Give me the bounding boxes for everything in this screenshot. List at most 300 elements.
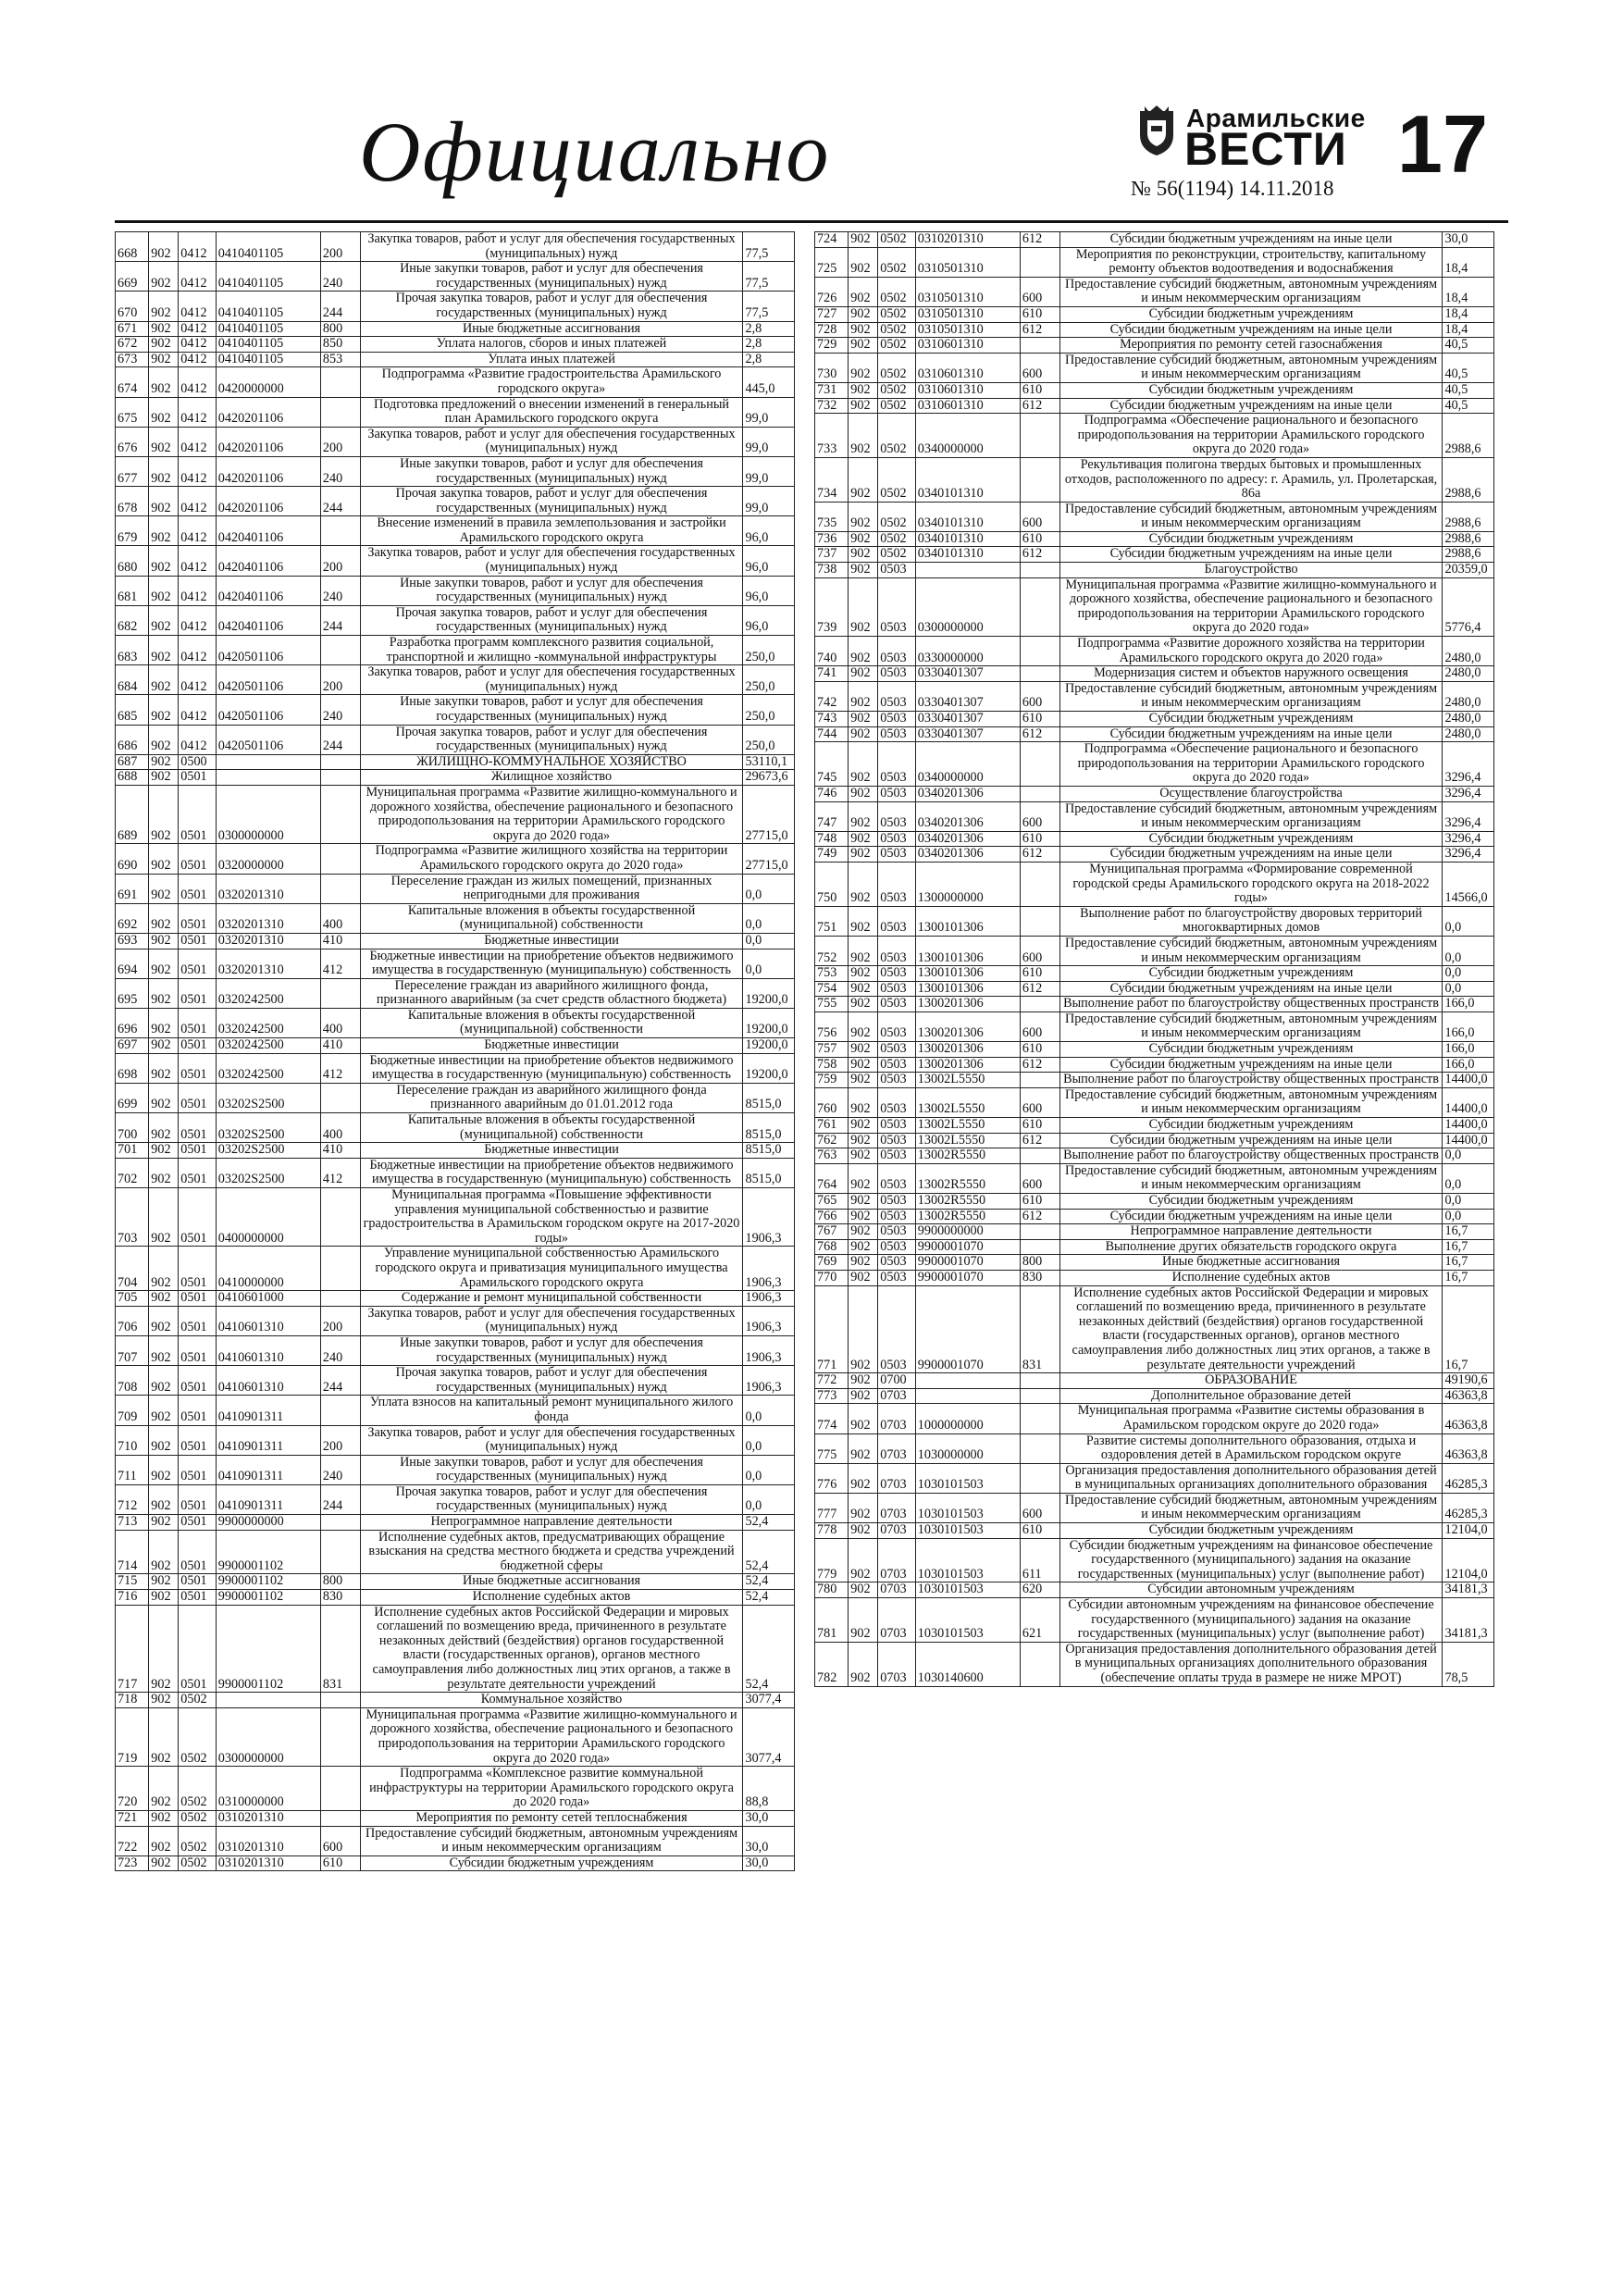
amount-cell: 250,0: [743, 695, 795, 725]
amount-cell: 18,4: [1443, 306, 1494, 322]
section-code-cell: 0503: [878, 666, 916, 682]
target-article-cell: 0420401106: [216, 576, 320, 605]
target-article-cell: [216, 754, 320, 770]
row-number-cell: 754: [815, 981, 849, 997]
expense-type-cell: 831: [320, 1605, 360, 1693]
admin-code-cell: 902: [149, 1855, 179, 1871]
section-code-cell: 0501: [179, 1366, 217, 1396]
admin-code-cell: 902: [149, 1826, 179, 1855]
section-code-cell: 0503: [878, 1042, 916, 1058]
admin-code-cell: 902: [149, 1291, 179, 1307]
target-article-cell: 03202S2500: [216, 1083, 320, 1112]
section-code-cell: 0501: [179, 1590, 217, 1606]
section-code-cell: 0503: [878, 862, 916, 906]
target-article-cell: 0340201306: [915, 801, 1020, 831]
target-article-cell: 0340201306: [915, 831, 1020, 847]
description-cell: Развитие системы дополнительного образования, отдыха и оздоровления детей в Арамильском городском округе: [1059, 1433, 1443, 1463]
admin-code-cell: 902: [149, 770, 179, 786]
row-number-cell: 676: [116, 427, 149, 456]
description-cell: Переселение граждан из аварийного жилищного фонда, признанного аварийным (за счет средств областного бюджета): [360, 978, 743, 1008]
coat-of-arms-icon: [1136, 104, 1177, 157]
target-article-cell: 9900001102: [216, 1590, 320, 1606]
row-number-cell: 766: [815, 1209, 849, 1224]
description-cell: Предоставление субсидий бюджетным, автономным учреждениям и иным некоммерческим организациям: [1059, 353, 1443, 382]
row-number-cell: 679: [116, 516, 149, 546]
table-row: [116, 1693, 795, 1708]
admin-code-cell: 902: [149, 605, 179, 635]
row-number-cell: 762: [815, 1133, 849, 1148]
amount-cell: 27715,0: [743, 785, 795, 843]
amount-cell: 16,7: [1443, 1224, 1494, 1240]
target-article-cell: 0330401307: [915, 712, 1020, 727]
section-code-cell: 0502: [878, 353, 916, 382]
admin-code-cell: 902: [849, 666, 878, 682]
table-row: [116, 1590, 795, 1606]
expense-type-cell: 410: [320, 1038, 360, 1054]
description-cell: Подпрограмма «Развитие дорожного хозяйства на территории Арамильского городского округа до 2020 года»: [1059, 637, 1443, 666]
amount-cell: 34181,3: [1443, 1598, 1494, 1643]
expense-type-cell: 240: [320, 695, 360, 725]
table-row: [815, 1463, 1494, 1493]
header-divider: [115, 220, 1508, 223]
target-article-cell: 1300101306: [915, 906, 1020, 936]
section-code-cell: 0503: [878, 1209, 916, 1224]
amount-cell: 2988,6: [1443, 547, 1494, 563]
description-cell: Субсидии бюджетным учреждениям на иные цели: [1059, 847, 1443, 863]
admin-code-cell: 902: [149, 1008, 179, 1037]
amount-cell: 250,0: [743, 636, 795, 665]
admin-code-cell: 902: [149, 1396, 179, 1425]
row-number-cell: 685: [116, 695, 149, 725]
target-article-cell: 1300101306: [915, 966, 1020, 982]
budget-table-left: [115, 231, 795, 1871]
section-code-cell: 0502: [878, 232, 916, 248]
admin-code-cell: 902: [849, 1087, 878, 1117]
row-number-cell: 701: [116, 1143, 149, 1159]
description-cell: Подпрограмма «Обеспечение рационального и безопасного природопользования на территории Арамильского городского округа до 2020 года»: [1059, 414, 1443, 458]
admin-code-cell: 902: [149, 1605, 179, 1693]
target-article-cell: 1300201306: [915, 1057, 1020, 1073]
description-cell: Закупка товаров, работ и услуг для обеспечения государственных (муниципальных) нужд: [360, 1425, 743, 1455]
section-code-cell: 0703: [878, 1582, 916, 1598]
admin-code-cell: 902: [149, 1515, 179, 1531]
amount-cell: 27715,0: [743, 844, 795, 874]
amount-cell: 52,4: [743, 1605, 795, 1693]
target-article-cell: 0310501310: [915, 277, 1020, 306]
table-row: [116, 874, 795, 903]
amount-cell: 16,7: [1443, 1239, 1494, 1255]
row-number-cell: 727: [815, 306, 849, 322]
row-number-cell: 728: [815, 322, 849, 338]
admin-code-cell: 902: [149, 397, 179, 427]
expense-type-cell: [320, 1083, 360, 1112]
admin-code-cell: 902: [849, 1073, 878, 1088]
amount-cell: 0,0: [1443, 936, 1494, 965]
amount-cell: 3296,4: [1443, 801, 1494, 831]
target-article-cell: 0410401105: [216, 262, 320, 292]
expense-type-cell: [1020, 1642, 1059, 1686]
amount-cell: 2988,6: [1443, 414, 1494, 458]
admin-code-cell: 902: [149, 978, 179, 1008]
table-row: [815, 936, 1494, 965]
description-cell: Иные бюджетные ассигнования: [360, 1574, 743, 1590]
expense-type-cell: 612: [1020, 398, 1059, 414]
table-row: [116, 1143, 795, 1159]
description-cell: Благоустройство: [1059, 563, 1443, 578]
admin-code-cell: 902: [849, 232, 878, 248]
section-code-cell: 0501: [179, 1053, 217, 1083]
description-cell: Мероприятия по реконструкции, строительству, капитальному ремонту объектов водоотведения и водоснабжения: [1059, 247, 1443, 277]
row-number-cell: 736: [815, 531, 849, 547]
budget-table-right: [814, 231, 1494, 1687]
section-code-cell: 0500: [179, 754, 217, 770]
table-row: [815, 414, 1494, 458]
expense-type-cell: 200: [320, 1306, 360, 1335]
amount-cell: 30,0: [743, 1855, 795, 1871]
target-article-cell: 13002L5550: [915, 1073, 1020, 1088]
amount-cell: 1906,3: [743, 1291, 795, 1307]
expense-type-cell: 410: [320, 1143, 360, 1159]
section-code-cell: 0501: [179, 1515, 217, 1531]
description-cell: Исполнение судебных актов Российской Федерации и мировых соглашений по возмещению вреда, причиненного в результате незаконных действий (бездействия) органов государственной власти (государственных органов), органов местного самоуправления либо должностных лиц этих органов, а также в результате деятельности учреждений: [1059, 1285, 1443, 1373]
admin-code-cell: 902: [849, 1194, 878, 1210]
expense-type-cell: 610: [1020, 531, 1059, 547]
expense-type-cell: [320, 636, 360, 665]
table-row: [116, 487, 795, 516]
masthead: [0, 0, 1623, 222]
target-article-cell: 0320000000: [216, 844, 320, 874]
row-number-cell: 689: [116, 785, 149, 843]
target-article-cell: 13002L5550: [915, 1087, 1020, 1117]
target-article-cell: 13002L5550: [915, 1118, 1020, 1134]
row-number-cell: 745: [815, 742, 849, 787]
section-code-cell: 0503: [878, 1118, 916, 1134]
row-number-cell: 687: [116, 754, 149, 770]
expense-type-cell: [1020, 666, 1059, 682]
target-article-cell: 0340201306: [915, 786, 1020, 801]
expense-type-cell: 244: [320, 1366, 360, 1396]
table-row: [116, 397, 795, 427]
row-number-cell: 669: [116, 262, 149, 292]
table-row: [815, 726, 1494, 742]
section-code-cell: 0503: [878, 1224, 916, 1240]
amount-cell: 18,4: [1443, 247, 1494, 277]
amount-cell: 0,0: [743, 933, 795, 949]
expense-type-cell: [1020, 563, 1059, 578]
admin-code-cell: 902: [149, 367, 179, 397]
row-number-cell: 764: [815, 1163, 849, 1193]
row-number-cell: 692: [116, 903, 149, 933]
expense-type-cell: [320, 874, 360, 903]
table-row: [815, 1433, 1494, 1463]
description-cell: Субсидии бюджетным учреждениям на иные цели: [1059, 547, 1443, 563]
amount-cell: 166,0: [1443, 1011, 1494, 1041]
target-article-cell: 9900001070: [915, 1255, 1020, 1271]
row-number-cell: 752: [815, 936, 849, 965]
target-article-cell: 1300101306: [915, 981, 1020, 997]
admin-code-cell: 902: [149, 1455, 179, 1484]
expense-type-cell: [1020, 338, 1059, 354]
admin-code-cell: 902: [849, 862, 878, 906]
target-article-cell: 0320201310: [216, 874, 320, 903]
expense-type-cell: 244: [320, 605, 360, 635]
target-article-cell: 13002R5550: [915, 1209, 1020, 1224]
amount-cell: 3077,4: [743, 1707, 795, 1766]
row-number-cell: 693: [116, 933, 149, 949]
table-row: [116, 262, 795, 292]
amount-cell: 46363,8: [1443, 1404, 1494, 1433]
amount-cell: 16,7: [1443, 1270, 1494, 1285]
description-cell: Бюджетные инвестиции на приобретение объектов недвижимого имущества в государственную (муниципальную) собственность: [360, 1053, 743, 1083]
row-number-cell: 672: [116, 337, 149, 353]
target-article-cell: 0310601310: [915, 338, 1020, 354]
amount-cell: 53110,1: [743, 754, 795, 770]
description-cell: Бюджетные инвестиции на приобретение объектов недвижимого имущества в государственную (муниципальную) собственность: [360, 1158, 743, 1187]
section-code-cell: 0503: [878, 712, 916, 727]
amount-cell: 0,0: [1443, 1194, 1494, 1210]
section-code-cell: 0412: [179, 367, 217, 397]
section-code-cell: 0502: [179, 1810, 217, 1826]
expense-type-cell: [320, 1707, 360, 1766]
expense-type-cell: 610: [1020, 966, 1059, 982]
table-row: [815, 681, 1494, 711]
description-cell: Субсидии автономным учреждениям: [1059, 1582, 1443, 1598]
admin-code-cell: 902: [849, 382, 878, 398]
admin-code-cell: 902: [149, 1113, 179, 1143]
target-article-cell: 0340101310: [915, 457, 1020, 502]
section-code-cell: 0703: [878, 1493, 916, 1522]
target-article-cell: 0310601310: [915, 353, 1020, 382]
newspaper-logo: [1136, 100, 1366, 175]
admin-code-cell: 902: [849, 1523, 878, 1539]
section-code-cell: 0501: [179, 1425, 217, 1455]
admin-code-cell: 902: [849, 1255, 878, 1271]
target-article-cell: 9900001070: [915, 1239, 1020, 1255]
section-code-cell: 0501: [179, 844, 217, 874]
section-code-cell: 0412: [179, 546, 217, 576]
admin-code-cell: 902: [149, 546, 179, 576]
row-number-cell: 773: [815, 1388, 849, 1404]
table-row: [116, 1366, 795, 1396]
target-article-cell: 0410401105: [216, 232, 320, 262]
table-row: [116, 516, 795, 546]
target-article-cell: 0310601310: [915, 398, 1020, 414]
description-cell: Выполнение работ по благоустройству общественных пространств: [1059, 1073, 1443, 1088]
table-row: [815, 966, 1494, 982]
admin-code-cell: 902: [849, 1582, 878, 1598]
description-cell: Субсидии бюджетным учреждениям: [1059, 1042, 1443, 1058]
expense-type-cell: 600: [1020, 1163, 1059, 1193]
section-code-cell: 0501: [179, 1188, 217, 1247]
target-article-cell: 0310501310: [915, 306, 1020, 322]
row-number-cell: 742: [815, 681, 849, 711]
row-number-cell: 741: [815, 666, 849, 682]
section-code-cell: 0503: [878, 726, 916, 742]
description-cell: Субсидии бюджетным учреждениям: [1059, 1194, 1443, 1210]
target-article-cell: 0340201306: [915, 847, 1020, 863]
expense-type-cell: 610: [1020, 1042, 1059, 1058]
section-code-cell: 0502: [179, 1767, 217, 1811]
description-cell: Предоставление субсидий бюджетным, автономным учреждениям и иным некоммерческим организациям: [1059, 277, 1443, 306]
section-code-cell: 0412: [179, 337, 217, 353]
admin-code-cell: 902: [849, 502, 878, 531]
expense-type-cell: 244: [320, 487, 360, 516]
amount-cell: 19200,0: [743, 1008, 795, 1037]
row-number-cell: 746: [815, 786, 849, 801]
table-row: [116, 695, 795, 725]
description-cell: Подпрограмма «Развитие жилищного хозяйства на территории Арамильского городского округа до 2020 года»: [360, 844, 743, 874]
description-cell: Муниципальная программа «Развитие жилищно-коммунального и дорожного хозяйства, обеспечение рационального и безопасного природопользования на территории Арамильского городского округа до 2020 года»: [360, 785, 743, 843]
target-article-cell: 1030101503: [915, 1598, 1020, 1643]
table-row: [815, 563, 1494, 578]
description-cell: Прочая закупка товаров, работ и услуг для обеспечения государственных (муниципальных) нужд: [360, 1484, 743, 1514]
table-row: [815, 1209, 1494, 1224]
section-code-cell: 0501: [179, 770, 217, 786]
description-cell: Иные бюджетные ассигнования: [1059, 1255, 1443, 1271]
section-code-cell: 0412: [179, 262, 217, 292]
expense-type-cell: [320, 516, 360, 546]
target-article-cell: 1030101503: [915, 1582, 1020, 1598]
expense-type-cell: [320, 978, 360, 1008]
target-article-cell: [216, 770, 320, 786]
row-number-cell: 738: [815, 563, 849, 578]
amount-cell: 250,0: [743, 725, 795, 754]
admin-code-cell: 902: [849, 577, 878, 636]
admin-code-cell: 902: [149, 516, 179, 546]
amount-cell: 40,5: [1443, 382, 1494, 398]
row-number-cell: 724: [815, 232, 849, 248]
section-code-cell: 0502: [878, 338, 916, 354]
table-row: [815, 742, 1494, 787]
table-row: [116, 367, 795, 397]
admin-code-cell: 902: [849, 353, 878, 382]
table-row: [116, 754, 795, 770]
amount-cell: 2988,6: [1443, 502, 1494, 531]
description-cell: Муниципальная программа «Развитие жилищно-коммунального и дорожного хозяйства, обеспечение рационального и безопасного природопользования на территории Арамильского городского округа до 2020 года»: [360, 1707, 743, 1766]
amount-cell: 8515,0: [743, 1158, 795, 1187]
table-row: [116, 1826, 795, 1855]
description-cell: Исполнение судебных актов: [1059, 1270, 1443, 1285]
description-cell: Прочая закупка товаров, работ и услуг для обеспечения государственных (муниципальных) нужд: [360, 605, 743, 635]
row-number-cell: 779: [815, 1538, 849, 1582]
expense-type-cell: [1020, 862, 1059, 906]
page-number: 17: [1397, 98, 1488, 190]
row-number-cell: 743: [815, 712, 849, 727]
description-cell: Капитальные вложения в объекты государственной (муниципальной) собственности: [360, 903, 743, 933]
expense-type-cell: 600: [1020, 1493, 1059, 1522]
expense-type-cell: 412: [320, 1053, 360, 1083]
expense-type-cell: [320, 367, 360, 397]
section-code-cell: 0503: [878, 681, 916, 711]
amount-cell: 96,0: [743, 546, 795, 576]
row-number-cell: 682: [116, 605, 149, 635]
target-article-cell: 0320201310: [216, 903, 320, 933]
table-row: [116, 1574, 795, 1590]
table-row: [116, 1767, 795, 1811]
target-article-cell: 0320242500: [216, 1008, 320, 1037]
target-article-cell: 0340101310: [915, 531, 1020, 547]
admin-code-cell: 902: [849, 1224, 878, 1240]
amount-cell: 0,0: [1443, 981, 1494, 997]
expense-type-cell: 610: [320, 1855, 360, 1871]
row-number-cell: 753: [815, 966, 849, 982]
row-number-cell: 780: [815, 1582, 849, 1598]
table-row: [116, 1188, 795, 1247]
table-row: [116, 1484, 795, 1514]
amount-cell: 96,0: [743, 576, 795, 605]
section-code-cell: 0501: [179, 1008, 217, 1037]
amount-cell: 1906,3: [743, 1306, 795, 1335]
amount-cell: 19200,0: [743, 1038, 795, 1054]
admin-code-cell: 902: [149, 874, 179, 903]
expense-type-cell: 600: [1020, 502, 1059, 531]
description-cell: Мероприятия по ремонту сетей газоснабжения: [1059, 338, 1443, 354]
expense-type-cell: 244: [320, 292, 360, 321]
target-article-cell: 1030140600: [915, 1642, 1020, 1686]
section-code-cell: 0502: [878, 277, 916, 306]
row-number-cell: 770: [815, 1270, 849, 1285]
admin-code-cell: 902: [849, 681, 878, 711]
row-number-cell: 673: [116, 352, 149, 367]
table-row: [116, 1455, 795, 1484]
table-row: [116, 232, 795, 262]
description-cell: Бюджетные инвестиции на приобретение объектов недвижимого имущества в государственную (муниципальную) собственность: [360, 949, 743, 978]
expense-type-cell: 410: [320, 933, 360, 949]
amount-cell: 29673,6: [743, 770, 795, 786]
admin-code-cell: 902: [849, 1239, 878, 1255]
admin-code-cell: 902: [849, 1133, 878, 1148]
row-number-cell: 683: [116, 636, 149, 665]
row-number-cell: 775: [815, 1433, 849, 1463]
table-row: [116, 903, 795, 933]
table-row: [116, 665, 795, 695]
description-cell: Организация предоставления дополнительного образования детей в муниципальных организациях дополнительного образования: [1059, 1463, 1443, 1493]
expense-type-cell: 600: [320, 1826, 360, 1855]
row-number-cell: 700: [116, 1113, 149, 1143]
section-code-cell: 0412: [179, 516, 217, 546]
section-code-cell: 0501: [179, 1605, 217, 1693]
section-code-cell: 0501: [179, 1396, 217, 1425]
amount-cell: 2480,0: [1443, 726, 1494, 742]
description-cell: Непрограммное направление деятельности: [1059, 1224, 1443, 1240]
target-article-cell: 0420201106: [216, 456, 320, 486]
target-article-cell: 0310201310: [216, 1826, 320, 1855]
table-row: [815, 502, 1494, 531]
admin-code-cell: 902: [849, 1118, 878, 1134]
description-cell: Подпрограмма «Комплексное развитие коммунальной инфраструктуры на территории Арамильского городского округа до 2020 года»: [360, 1767, 743, 1811]
target-article-cell: 0340101310: [915, 502, 1020, 531]
description-cell: Выполнение работ по благоустройству дворовых территорий многоквартирных домов: [1059, 906, 1443, 936]
row-number-cell: 703: [116, 1188, 149, 1247]
description-cell: Муниципальная программа «Повышение эффективности управления муниципальной собственностью и развитие градостроительства в Арамильском городском округе на 2017-2020 годы»: [360, 1188, 743, 1247]
amount-cell: 166,0: [1443, 1057, 1494, 1073]
description-cell: Предоставление субсидий бюджетным, автономным учреждениям и иным некоммерческим организациям: [1059, 801, 1443, 831]
target-article-cell: 13002L5550: [915, 1133, 1020, 1148]
section-code-cell: 0412: [179, 292, 217, 321]
target-article-cell: 0420501106: [216, 725, 320, 754]
table-row: [815, 831, 1494, 847]
expense-type-cell: 600: [1020, 681, 1059, 711]
expense-type-cell: 400: [320, 1113, 360, 1143]
row-number-cell: 771: [815, 1285, 849, 1373]
section-code-cell: 0502: [179, 1826, 217, 1855]
target-article-cell: 0310201310: [915, 232, 1020, 248]
table-row: [116, 785, 795, 843]
expense-type-cell: [1020, 1373, 1059, 1389]
description-cell: Муниципальная программа «Развитие системы образования в Арамильском городском округе до 2020 года»: [1059, 1404, 1443, 1433]
admin-code-cell: 902: [149, 933, 179, 949]
description-cell: Закупка товаров, работ и услуг для обеспечения государственных (муниципальных) нужд: [360, 427, 743, 456]
